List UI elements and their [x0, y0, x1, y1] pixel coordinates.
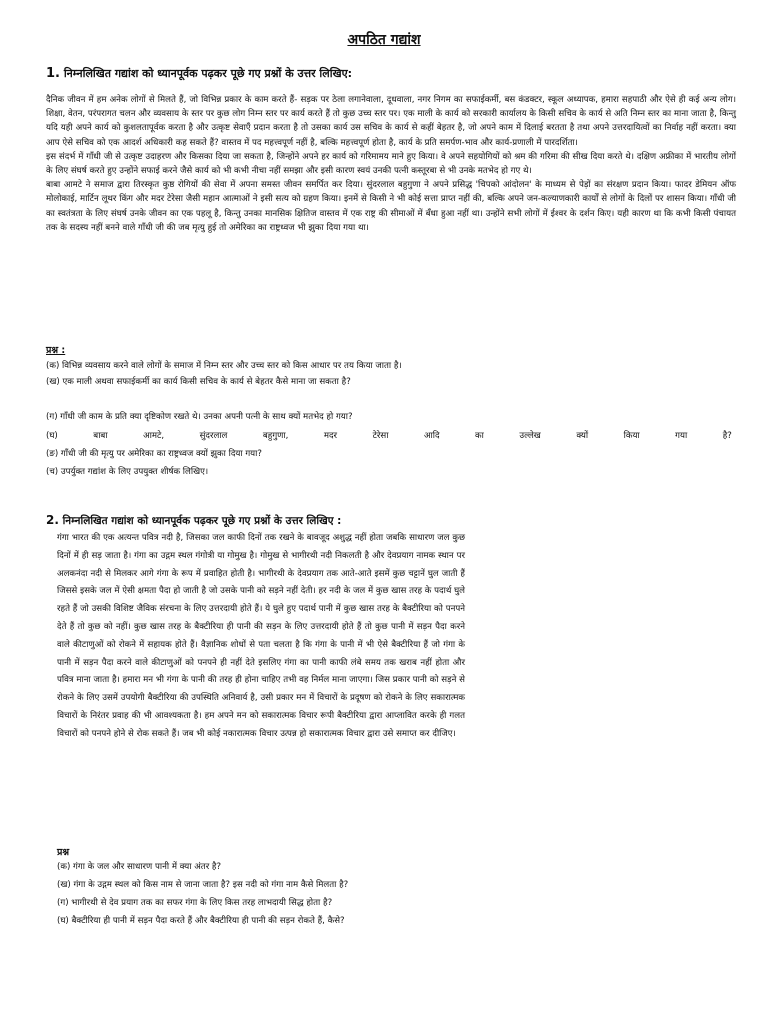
q1-heading-text: निम्नलिखित गद्यांश को ध्यानपूर्वक पढ़कर पूछे गए प्रश्नों के उत्तर लिखिए:: [63, 67, 353, 80]
question-word: आमटे,: [143, 431, 165, 441]
question-word: क्यों: [576, 431, 589, 441]
question-word: मदर: [323, 431, 338, 441]
q1-question-nga: (ङ) गाँधी जी की मृत्यु पर अमेरिका का राष्ट्रध्वज क्यों झुका दिया गया?: [46, 449, 262, 459]
q2-heading-text: निम्नलिखित गद्यांश को ध्यानपूर्वक पढ़कर पूछे गए प्रश्नों के उत्तर लिखिए :: [62, 515, 342, 527]
question-word: बहुगुणा,: [262, 431, 289, 441]
question-word: गया: [675, 431, 688, 441]
q1-number: 1.: [46, 66, 60, 81]
q1-paragraph-3: बाबा आमटे ने समाज द्वारा तिरस्कृत कुष्ठ रोगियों की सेवा में अपना समस्त जीवन समर्पित कर दिया। सुंदरलाल बहुगुणा ने अपने प्रसिद्ध 'चिपको आंदोलन' के माध्यम से पेड़ों का संरक्षण प्रदान किया। फादर डेमियन ऑफ मोलोकाई, मार्टिन लूथर किंग और मदर टेरेसा जैसी महान आत्माओं ने इसी सत्य को ग्रहण किया। इनमें से किसी ने भी कोई सत्ता प्राप्त नहीं की, बल्कि अपने जन-कल्याणकारी कार्यों से लोगों के दिलों पर शासन किया। गाँधी जी का स्वतंत्रता के लिए संघर्ष उनके जीवन का एक पहलू है, किन्तु उनका मानसिक क्षितिज वास्तव में एक राष्ट्र की सीमाओं में बँधा हुआ नहीं था। उन्होंने सभी लोगों में ईश्वर के दर्शन किए। यही कारण था कि कभी किसी पंचायत तक के सदस्य नहीं बनने वाले गाँधी जी की जब मृत्यु हुई तो अमेरिका का राष्ट्रध्वज भी झुका दिया गया था।: [46, 180, 736, 233]
question-word: (घ): [46, 431, 58, 441]
page-title: अपठित गद्यांश: [347, 32, 421, 48]
q2-question-ga: (ग) भागीरथी से देव प्रयाग तक का सफर गंगा के लिए किस तरह लाभदायी सिद्ध होता है?: [57, 898, 333, 908]
q1-question-gha: [46, 429, 732, 441]
q2-question-kha: (ख) गंगा के उद्गम स्थल को किस नाम से जाना जाता है? इस नदी को गंगा नाम कैसे मिलता है?: [57, 880, 349, 890]
question-word: का: [475, 431, 484, 441]
question-word: किया: [623, 431, 640, 441]
q1-paragraph-1: दैनिक जीवन में हम अनेक लोगों से मिलते हैं, जो विभिन्न प्रकार के काम करते हैं- सड़क पर ठेला लगानेवाला, दूधवाला, नगर निगम का सफाईकर्मी, बस कंडक्टर, स्कूल अध्यापक, हमारा सहपाठी और ऐसे ही कई अन्य लोग। शिक्षा, वेतन, परंपरागत चलन और व्यवसाय के स्तर पर कुछ लोग निम्न स्तर पर कार्य करते हैं तो कुछ उच्च स्तर पर। एक माली के कार्य को सरकारी कार्यालय के किसी सचिव के कार्य से अति निम्न स्तर का माना जाता है, किन्तु यदि यही अपने कार्य को कुशलतापूर्वक करता है और उत्कृष्ट सेवाएँ प्रदान करता है तो उसका कार्य उस सचिव के कार्य से कहीं बेहतर है, जो अपने काम में दिलाई बरतता है तथा अपने उत्तरदायित्वों का निर्वाह नहीं करता। क्या आप ऐसे सचिव को एक आदर्श अधिकारी कह सकते हैं? वास्तव में पद महत्त्वपूर्ण नहीं है, बल्कि महत्त्वपूर्ण होता है, कार्य के प्रति समर्पण-भाव और कार्य-प्रणाली में पारदर्शिता।: [46, 95, 736, 148]
q1-question-ga: (ग) गाँधी जी काम के प्रति क्या दृष्टिकोण रखते थे। उनका अपनी पत्नी के साथ क्यों मतभेद हो गया?: [46, 412, 353, 422]
q1-question-cha: (च) उपर्युक्त गद्यांश के लिए उपयुक्त शीर्षक लिखिए।: [46, 467, 209, 477]
q2-question-gha: (घ) बैक्टीरिया ही पानी में सड़न पैदा करते हैं और बैक्टीरिया ही पानी की सड़न रोकते हैं, कैसे?: [57, 916, 345, 926]
q2-heading: [46, 513, 341, 528]
question-word: है?: [722, 431, 732, 441]
question-word: आदि: [423, 431, 440, 441]
q2-questions-label: प्रश्न: [57, 847, 70, 858]
q2-passage: गंगा भारत की एक अत्यन्त पवित्र नदी है, जिसका जल काफी दिनों तक रखने के बावजूद अशुद्ध नहीं होता जबकि साधारण जल कुछ दिनों में ही सड़ जाता है। गंगा का उद्गम स्थल गंगोत्री या गोमुख है। गोमुख से भागीरथी नदी निकलती है और देवप्रयाग नामक स्थान पर अलकनंदा नदी से मिलकर आगे गंगा के रूप में प्रवाहित होती है। भागीरथी के देवप्रयाग तक आते-आते इसमें कुछ चट्टानें घुल जाती हैं जिससे इसके जल में ऐसी क्षमता पैदा हो जाती है जो उसके पानी को सड़ने नहीं देती। हर नदी के जल में कुछ खास तरह के पदार्थ घुले रहते हैं जो उसकी विशिष्ट जैविक संरचना के लिए उत्तरदायी होते हैं। ये घुले हुए पदार्थ पानी में कुछ खास तरह के बैक्टीरिया को पनपने देते हैं तो कुछ को नहीं। कुछ खास तरह के बैक्टीरिया ही पानी की सड़न के लिए उत्तरदायी होते हैं तो कुछ पानी में सड़न पैदा करने वाले कीटाणुओं को रोकने में सहायक होते हैं। वैज्ञानिक शोधों से पता चलता है कि गंगा के पानी में भी ऐसे बैक्टीरिया हैं जो गंगा के पानी में सड़न पैदा करने वाले कीटाणुओं को पनपने ही नहीं देते इसलिए गंगा का पानी काफी लंबे समय तक खराब नहीं होता और पवित्र माना जाता है। हमारा मन भी गंगा के पानी की तरह ही होना चाहिए तभी वह निर्मल माना जाएगा। जिस प्रकार पानी को सड़ने से रोकने के लिए उसमें उपयोगी बैक्टीरिया की उपस्थिति अनिवार्य है, उसी प्रकार मन में विचारों के प्रदूषण को रोकने के लिए सकारात्मक विचारों के निरंतर प्रवाह की भी आवश्यकता है। हम अपने मन को सकारात्मक विचार रूपी बैक्टीरिया द्वारा आप्लावित करके ही गलत विचारों को पनपने होने से रोक सकते हैं। जब भी कोई नकारात्मक विचार उत्पन्न हो सकारात्मक विचार द्वारा उसे समाप्त कर दीजिए।: [57, 533, 465, 739]
question-word: बाबा: [93, 431, 108, 441]
q1-question-kha: (ख) एक माली अथवा सफाईकर्मी का कार्य किसी सचिव के कार्य से बेहतर कैसे माना जा सकता है?: [46, 377, 351, 387]
question-word: सुंदरलाल: [199, 431, 228, 441]
q2-question-ka: (क) गंगा के जल और साधारण पानी में क्या अंतर है?: [57, 862, 222, 872]
q1-paragraph-2: इस संदर्भ में गाँधी जी से उत्कृष्ट उदाहरण और किसका दिया जा सकता है, जिन्होंने अपने हर कार्य को गरिमामय माने हुए किया। वे अपने सहयोगियों को श्रम की गरिमा की सीख दिया करते थे। दक्षिण अफ्रीका में भारतीय लोगों के लिए संघर्ष करते हुए उन्होंने सफाई करने जैसे कार्य को भी कभी नीचा नहीं समझा और इसी कारण स्वयं उनकी पत्नी कस्तूरबा से भी उनके मतभेद हो गए थे।: [46, 151, 736, 177]
q1-passage: [46, 93, 736, 235]
q1-questions-label: प्रश्न :: [46, 345, 66, 356]
q1-heading: [46, 66, 352, 81]
question-word: उल्लेख: [519, 431, 541, 441]
q1-question-ka: (क) विभिन्न व्यवसाय करने वाले लोगों के समाज में निम्न स्तर और उच्च स्तर को किस आधार पर तय किया जाता है।: [46, 361, 402, 371]
question-word: टेरेसा: [372, 431, 389, 441]
q2-number: 2.: [46, 513, 59, 527]
